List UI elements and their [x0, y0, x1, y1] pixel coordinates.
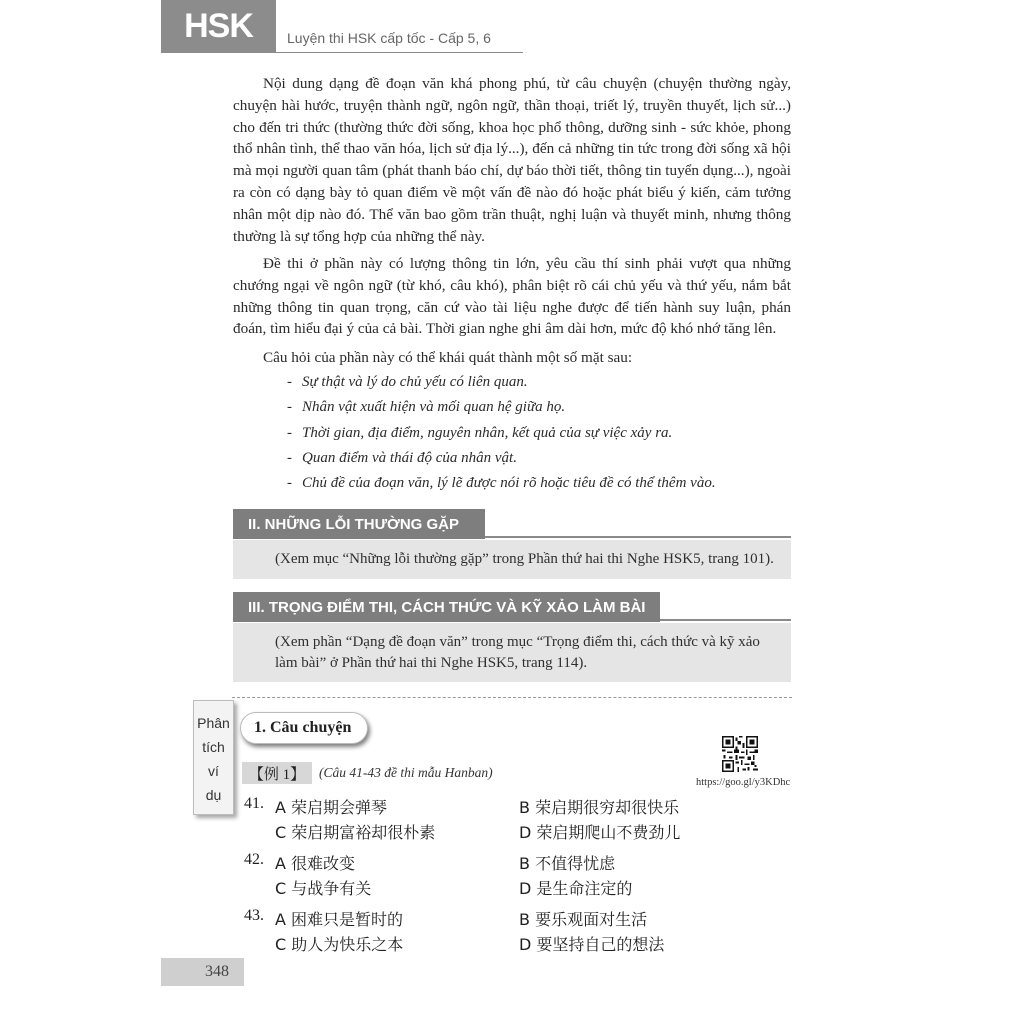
section-iii-body: (Xem phần “Dạng đề đoạn văn” trong mục “Trọng điểm thi, cách thức và kỹ xảo làm bài” ở Phần thứ hai thi Nghe HSK5, trang 114). — [233, 623, 791, 682]
section-ii-body: (Xem mục “Những lỗi thường gặp” trong Phần thứ hai thi Nghe HSK5, trang 101). — [233, 540, 791, 579]
option-b: B 不值得忧虑 — [519, 854, 616, 873]
analysis-example-tab: Phân tích ví dụ — [193, 700, 234, 815]
page-number-box — [161, 958, 244, 986]
page-number: 348 — [205, 963, 229, 980]
question-number: 41. — [244, 795, 264, 812]
option-b: B 要乐观面对生活 — [519, 910, 648, 929]
option-a: A 很难改变 — [275, 854, 356, 873]
section-iii-rule — [660, 619, 791, 621]
example-label: 【例 1】 — [242, 762, 312, 784]
option-c: C 荣启期富裕却很朴素 — [275, 823, 436, 842]
example-source-note: (Câu 41-43 đề thi mẫu Hanban) — [319, 765, 493, 780]
section-ii-heading: II. NHỮNG LỖI THƯỜNG GẶP — [233, 509, 485, 539]
paragraph-exam-demands: Đề thi ở phần này có lượng thông tin lớn, yêu cầu thí sinh phải vượt qua những chướng ngại về ngôn ngữ (từ khó, câu khó), phân biệt rõ cái chủ yếu và thứ yếu, nắm bắt những thông tin quan trọng, căn cứ vào tài liệu nghe được để tiến hành suy luận, phán đoán, tìm hiểu đại ý của cả bài. Thời gian nghe ghi âm dài hơn, mức độ khó nhớ tăng lên. — [233, 255, 791, 338]
option-c: C 助人为快乐之本 — [275, 935, 404, 954]
section-ii-rule — [485, 536, 791, 538]
qr-code-icon — [722, 736, 758, 772]
story-heading-pill: 1. Câu chuyện — [240, 712, 368, 744]
dashed-divider — [232, 697, 792, 698]
header-rule — [276, 52, 523, 53]
option-a: A 困难只是暂时的 — [275, 910, 404, 929]
section-iii-heading: III. TRỌNG ĐIỂM THI, CÁCH THỨC VÀ KỸ XẢO LÀM BÀI — [233, 592, 660, 622]
paragraph-content-types: Nội dung dạng đề đoạn văn khá phong phú, từ câu chuyện (chuyện thường ngày, chuyện hài hước, truyện thành ngữ, ngôn ngữ, thần thoại, triết lý, truyền thuyết, lịch sử...) cho đến tri thức (thường thức đời sống, khoa học phổ thông, dưỡng sinh - sức khỏe, phong thổ nhân tình, thể thao văn hóa, lịch sử địa lý...), đến cả những tin tức trong đời sống xã hội mà mọi người quan tâm (phát thanh báo chí, dự báo thời tiết, thông tin tuyển dụng...), ngoài ra còn có dạng bày tỏ quan điểm về một vấn đề nào đó hoặc phát biểu ý kiến, cảm tưởng nhân một dịp nào đó. Thể văn bao gồm trần thuật, nghị luận và thuyết minh, nhưng thông thường là sự tổng hợp của những thể này. — [233, 75, 791, 245]
running-header-title: Luyện thi HSK cấp tốc - Cấp 5, 6 — [287, 30, 491, 46]
option-d: D 荣启期爬山不费劲儿 — [519, 823, 681, 842]
paragraph-question-intro: Câu hỏi của phần này có thể khái quát thành một số mặt sau: — [263, 349, 633, 366]
hsk-badge: HSK — [161, 0, 276, 53]
option-c: C 与战争有关 — [275, 879, 372, 898]
option-b: B 荣启期很穷却很快乐 — [519, 798, 680, 817]
option-d: D 是生命注定的 — [519, 879, 633, 898]
question-number: 42. — [244, 851, 264, 868]
option-d: D 要坚持自己的想法 — [519, 935, 665, 954]
question-number: 43. — [244, 907, 264, 924]
qr-url: https://goo.gl/y3KDhc — [696, 777, 791, 788]
option-a: A 荣启期会弹琴 — [275, 798, 388, 817]
